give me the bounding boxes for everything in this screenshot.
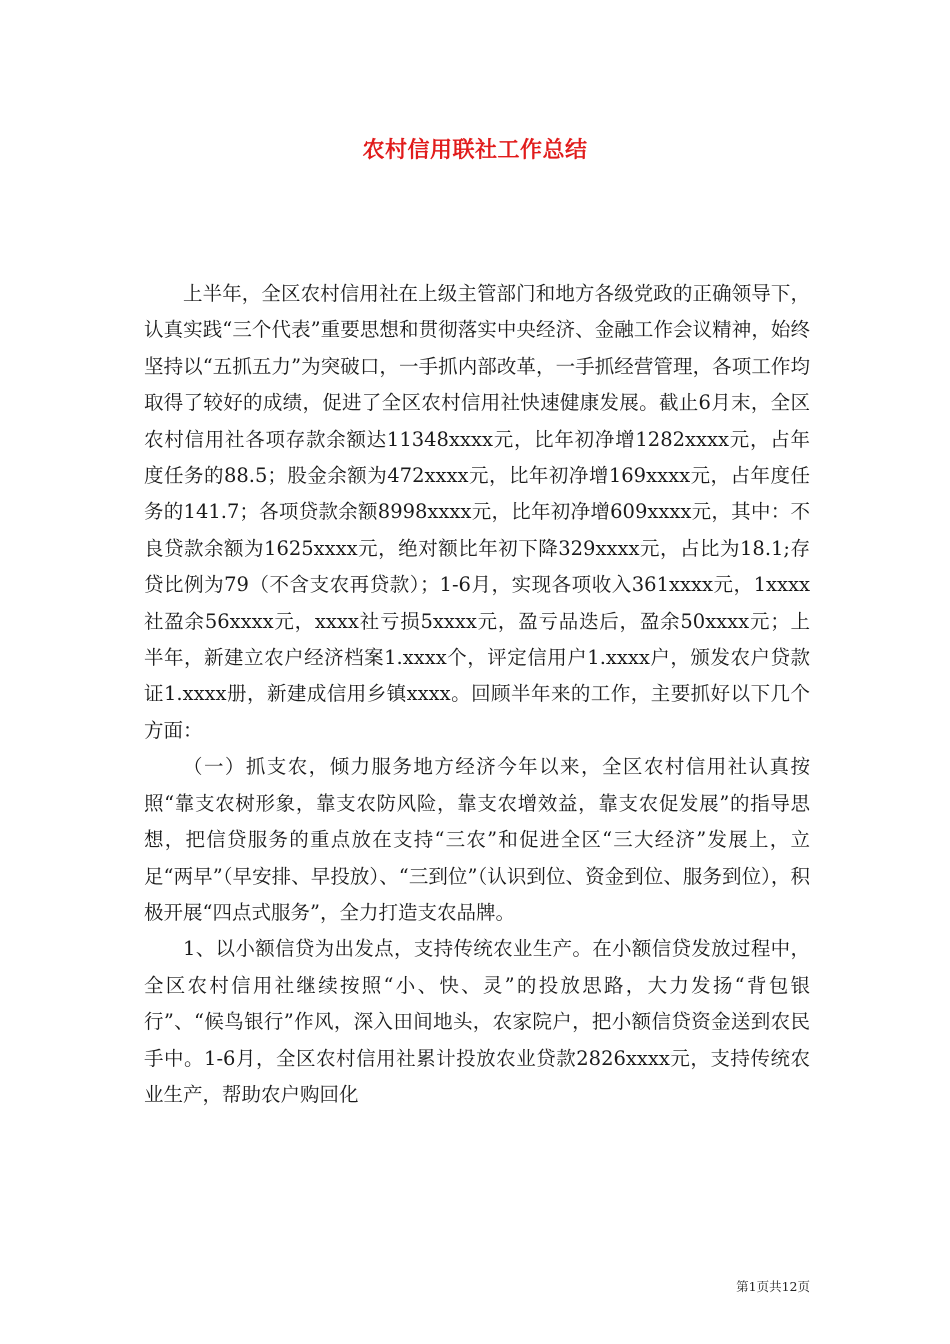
document-title: 农村信用联社工作总结 <box>362 137 588 163</box>
paragraph-item-one: 1、以小额信贷为出发点，支持传统农业生产。在小额信贷发放过程中，全区农村信用社继续按照“小、快、灵”的投放思路，大力发扬“背包银行”、“候鸟银行”作风，深入田间地头，农家院户，把小额信贷资金送到农民手中。1-6月，全区农村信用社累计投放农业贷款2826xxxx元，支持传统农业生产，帮助农户购回化 <box>144 937 810 1106</box>
paragraph-section-one: （一）抓支农，倾力服务地方经济今年以来，全区农村信用社认真按照“靠支农树形象，靠支农防风险，靠支农增效益，靠支农促发展”的指导思想，把信贷服务的重点放在支持“三农”和促进全区“三大经济”发展上，立足“两早”（早安排、早投放）、“三到位”（认识到位、资金到位、服务到位），积极开展“四点式服务”，全力打造支农品牌。 <box>144 755 810 924</box>
document-body <box>144 276 810 1113</box>
paragraph-intro: 上半年，全区农村信用社在上级主管部门和地方各级党政的正确领导下，认真实践“三个代表”重要思想和贯彻落实中央经济、金融工作会议精神，始终坚持以“五抓五力”为突破口，一手抓内部改革，一手抓经营管理，各项工作均取得了较好的成绩，促进了全区农村信用社快速健康发展。截止6月末，全区农村信用社各项存款余额达11348xxxx元，比年初净增1282xxxx元，占年度任务的88.5；股金余额为472xxxx元，比年初净增169xxxx元，占年度任务的141.7；各项贷款余额8998xxxx元，比年初净增609xxxx元，其中：不良贷款余额为1625xxxx元，绝对额比年初下降329xxxx元，占比为18.1;存贷比例为79（不含支农再贷款）；1-6月，实现各项收入361xxxx元，1xxxx社盈余56xxxx元，xxxx社亏损5xxxx元，盈亏品迭后，盈余50xxxx元；上半年，新建立农户经济档案1.xxxx个，评定信用户1.xxxx户，颁发农户贷款证1.xxxx册，新建成信用乡镇xxxx。回顾半年来的工作，主要抓好以下几个方面： <box>144 282 810 742</box>
page-number-footer: 第1页共12页 <box>736 1279 810 1294</box>
